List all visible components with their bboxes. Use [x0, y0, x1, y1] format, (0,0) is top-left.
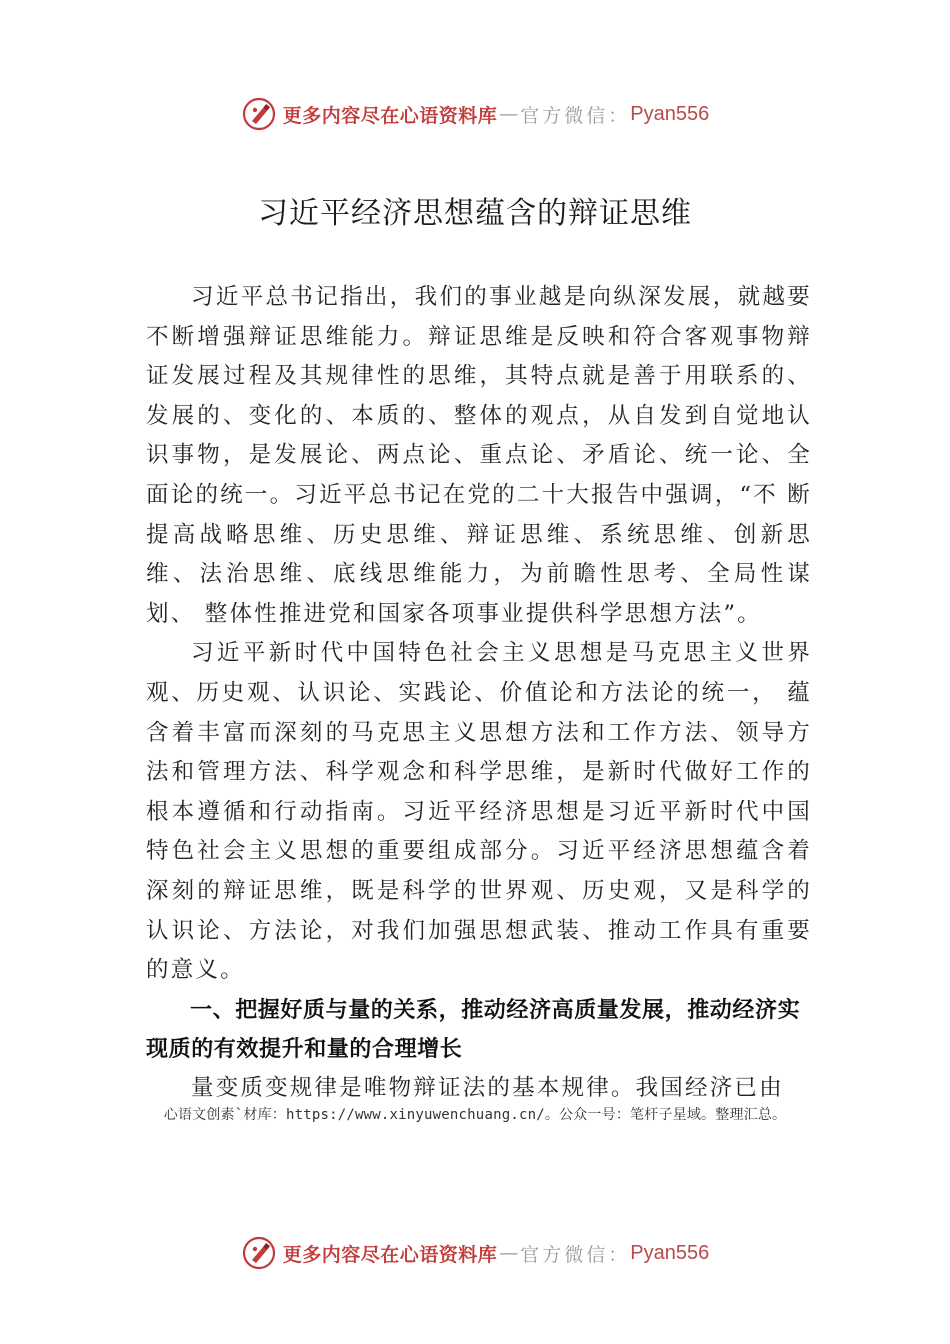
header-banner	[0, 92, 950, 136]
document-title: 习近平经济思想蕴含的辩证思维	[258, 196, 692, 231]
paragraph-1: 习近平总书记指出，我们的事业越是向纵深发展，就越要不断增强辩证思维能力。辩证思维是反映和符合客观事物辩证发展过程及其规律性的思维，其特点就是善于用联系的、发展的、变化的、本质的、整体的观点，从自发到自觉地认识事物，是发展论、两点论、重点论、矛盾论、统一论、全面论的统一。习近平总书记在党的二十大报告中强调，“不 断提高战略思维、历史思维、辩证思维、系统思维、创新思 维、法治思维、底线思维能力，为前瞻性思考、全局性谋划、 整体性推进党和国家各项事业提供科学思想方法”。	[146, 284, 812, 627]
banner-brand-text: 更多内容尽在心语资料库	[282, 1243, 498, 1266]
paragraph-2: 习近平新时代中国特色社会主义思想是马克思主义世界观、历史观、认识论、实践论、价值论和方法论的统一， 蕴含着丰富而深刻的马克思主义思想方法和工作方法、领导方法和管理方法、科学观念和科学思维，是新时代做好工作的根本遵循和行动指南。习近平经济思想是习近平新时代中国特色社会主义思想的重要组成部分。习近平经济思想蕴含着深刻的辩证思维，既是科学的世界观、历史观，又是科学的认识论、方法论，对我们加强思想武装、推动工作具有重要的意义。	[146, 640, 812, 984]
document-body	[146, 278, 812, 1108]
banner-dash: —	[499, 103, 519, 125]
pen-nib-logo-icon	[241, 1235, 277, 1271]
banner-official-label: 官方微信：	[520, 1243, 631, 1266]
banner-brand-text: 更多内容尽在心语资料库	[282, 104, 498, 127]
paragraph-3: 量变质变规律是唯物辩证法的基本规律。我国经济已由	[191, 1074, 784, 1101]
banner-dash: —	[499, 1242, 519, 1264]
banner-official-label: 官方微信：	[520, 104, 631, 127]
section-heading-1: 一、把握好质与量的关系，推动经济高质量发展，推动经济实现质的有效提升和量的合理增长	[146, 997, 801, 1062]
source-note: 心语文创素`材库：https://www.xinyuwenchuang.cn/。公众一号：笔杆子星域。整理汇总。	[163, 1107, 787, 1123]
banner-wechat-id: Pyan556	[630, 102, 710, 125]
pen-nib-logo-icon	[241, 96, 277, 132]
banner-wechat-id: Pyan556	[630, 1241, 710, 1264]
footer-banner	[0, 1231, 950, 1275]
